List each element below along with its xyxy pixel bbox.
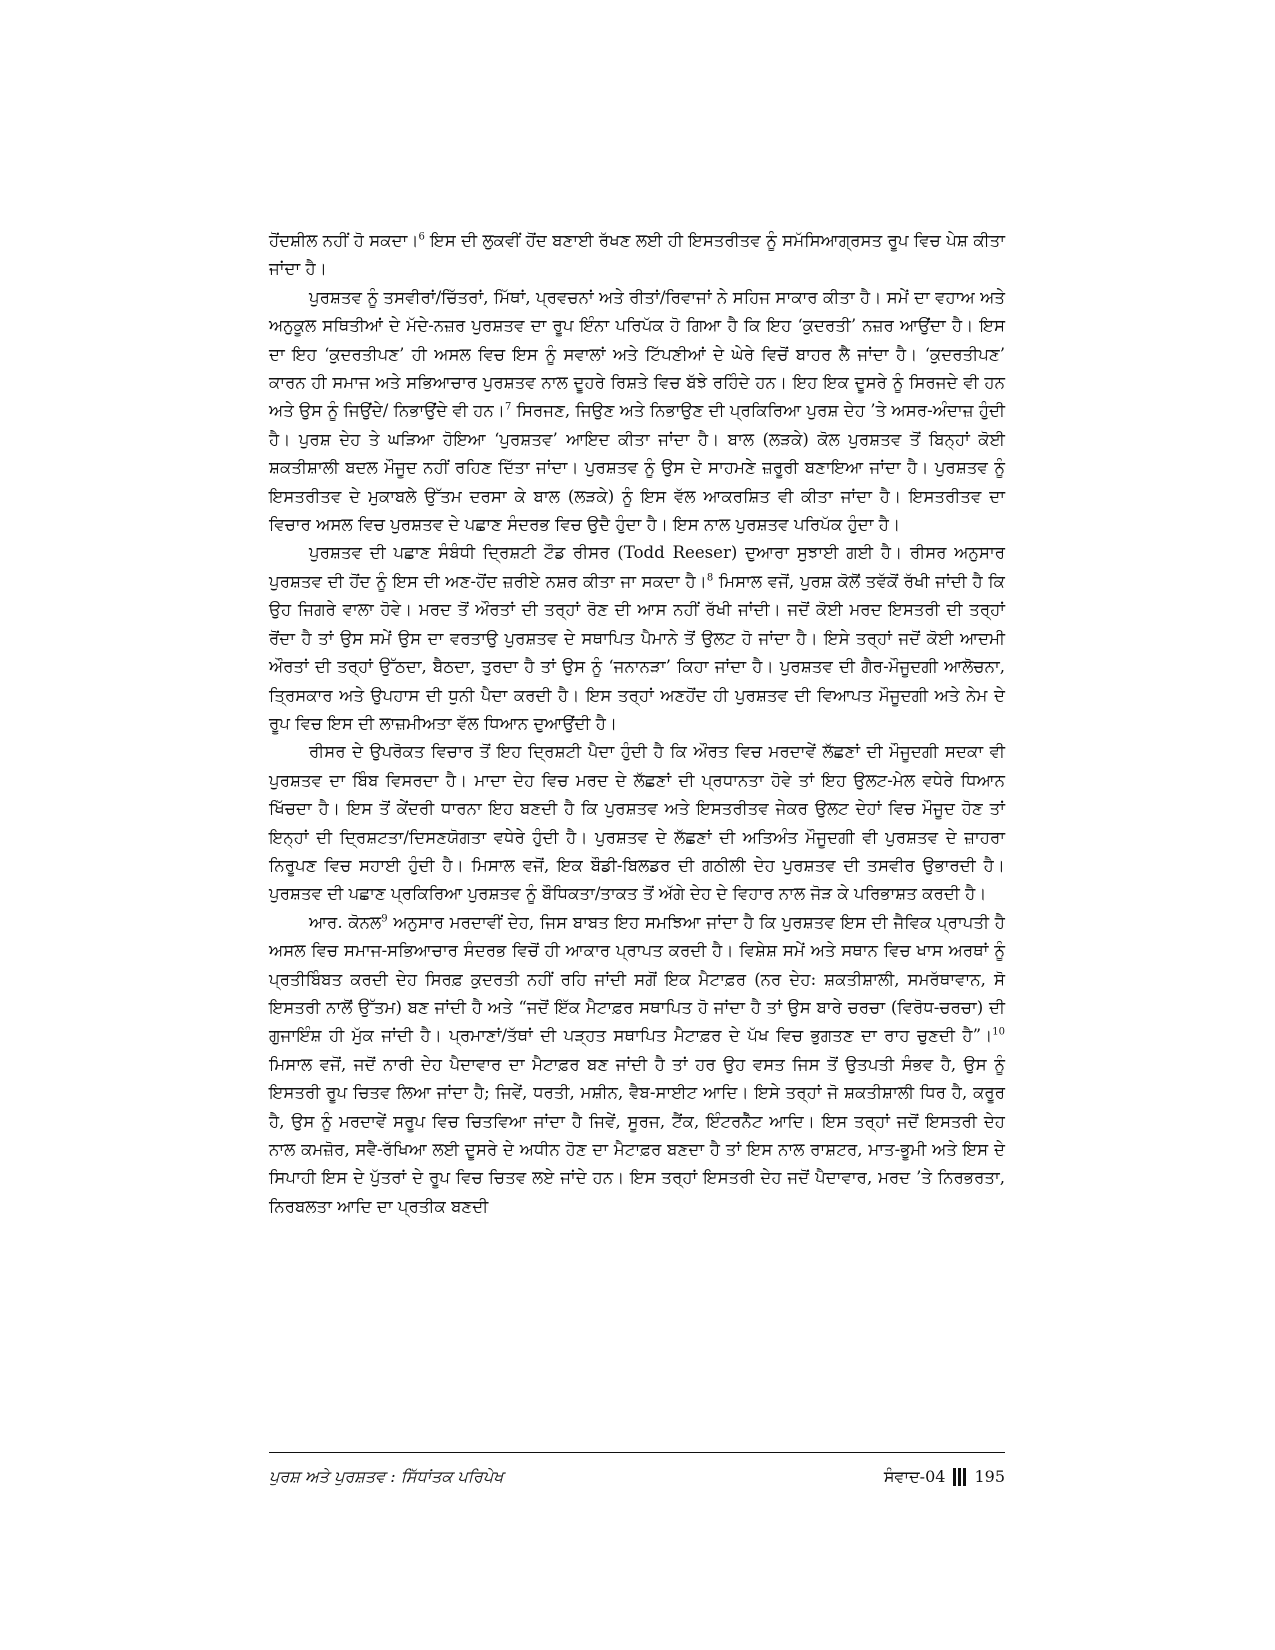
paragraph-4 xyxy=(269,738,1005,908)
paragraph-2 xyxy=(269,284,1005,540)
journal-name: ਸੰਵਾਦ-04 xyxy=(883,1467,946,1486)
footer-right xyxy=(884,1462,1005,1492)
footnote-ref-8: 8 xyxy=(706,572,714,584)
running-title: ਪੁਰਸ਼ ਅਤੇ ਪੁਰਸ਼ਤਵ : ਸਿੱਧਾਂਤਕ ਪਰਿਪੇਖ xyxy=(269,1467,504,1486)
footnote-ref-7: 7 xyxy=(504,401,512,413)
footer-rule xyxy=(269,1452,1005,1453)
paragraph-5-text: ਆਰ. ਕੋਨਲ xyxy=(309,912,382,932)
page-footer xyxy=(269,1462,1005,1492)
page-number: 195 xyxy=(974,1467,1005,1486)
paragraph-2-text: ਪੁਰਸ਼ਤਵ ਨੂੰ ਤਸਵੀਰਾਂ/ਚਿੱਤਰਾਂ, ਮਿੱਥਾਂ, ਪ੍ਰਵਚਨਾਂ ਅਤੇ ਰੀਤਾਂ/ਰਿਵਾਜਾਂ ਨੇ ਸਹਿਜ ਸਾਕਾਰ ਕੀਤਾ ਹੈ। ਸਮੇਂ ਦਾ ਵਹਾਅ ਅਤੇ ਅਨੁਕੂਲ ਸਥਿਤੀਆਂ ਦੇ ਮੱਦੇ-ਨਜ਼ਰ ਪੁਰਸ਼ਤਵ ਦਾ ਰੂਪ ਇੰਨਾ ਪਰਿਪੱਕ ਹੋ ਗਿਆ ਹੈ ਕਿ ਇਹ ‘ਕੁਦਰਤੀ’ ਨਜ਼ਰ ਆਉਂਦਾ ਹੈ। ਇਸ ਦਾ ਇਹ ‘ਕੁਦਰਤੀਪਣ’ ਹੀ ਅਸਲ ਵਿਚ ਇਸ ਨੂੰ ਸਵਾਲਾਂ ਅਤੇ ਟਿੱਪਣੀਆਂ ਦੇ ਘੇਰੇ ਵਿਚੋਂ ਬਾਹਰ ਲੈ ਜਾਂਦਾ ਹੈ। ‘ਕੁਦਰਤੀਪਣ’ ਕਾਰਨ ਹੀ ਸਮਾਜ ਅਤੇ ਸਭਿਆਚਾਰ ਪੁਰਸ਼ਤਵ ਨਾਲ ਦੂਹਰੇ ਰਿਸ਼ਤੇ ਵਿਚ ਬੱਝੇ ਰਹਿੰਦੇ ਹਨ। ਇਹ ਇਕ ਦੂਸਰੇ ਨੂੰ ਸਿਰਜਦੇ ਵੀ ਹਨ ਅਤੇ ਉਸ ਨੂੰ ਜਿਉਂਦੇ/ ਨਿਭਾਉਂਦੇ ਵੀ ਹਨ। xyxy=(269,287,1005,421)
paragraph-1-text-cont: ਇਸ ਦੀ ਲੁਕਵੀਂ ਹੋਂਦ ਬਣਾਈ ਰੱਖਣ ਲਈ ਹੀ ਇਸਤਰੀਤਵ ਨੂੰ ਸਮੱਸਿਆਗ੍ਰਸਤ ਰੂਪ ਵਿਚ ਪੇਸ਼ ਕੀਤਾ ਜਾਂਦਾ ਹੈ। xyxy=(269,231,1005,279)
footnote-ref-10: 10 xyxy=(992,1026,1005,1038)
paragraph-3-text-cont: ਮਿਸਾਲ ਵਜੋਂ, ਪੁਰਸ਼ ਕੋਲੋਂ ਤਵੱਕੋਂ ਰੱਖੀ ਜਾਂਦੀ ਹੈ ਕਿ ਉਹ ਜਿਗਰੇ ਵਾਲਾ ਹੋਵੇ। ਮਰਦ ਤੋਂ ਔਰਤਾਂ ਦੀ ਤਰ੍ਹਾਂ ਰੋਣ ਦੀ ਆਸ ਨਹੀਂ ਰੱਖੀ ਜਾਂਦੀ। ਜਦੋਂ ਕੋਈ ਮਰਦ ਇਸਤਰੀ ਦੀ ਤਰ੍ਹਾਂ ਰੋਂਦਾ ਹੈ ਤਾਂ ਉਸ ਸਮੇਂ ਉਸ ਦਾ ਵਰਤਾਉ ਪੁਰਸ਼ਤਵ ਦੇ ਸਥਾਪਿਤ ਪੈਮਾਨੇ ਤੋਂ ਉਲਟ ਹੋ ਜਾਂਦਾ ਹੈ। ਇਸੇ ਤਰ੍ਹਾਂ ਜਦੋਂ ਕੋਈ ਆਦਮੀ ਔਰਤਾਂ ਦੀ ਤਰ੍ਹਾਂ ਉੱਠਦਾ, ਬੈਠਦਾ, ਤੁਰਦਾ ਹੈ ਤਾਂ ਉਸ ਨੂੰ ‘ਜਨਾਨੜਾ’ ਕਿਹਾ ਜਾਂਦਾ ਹੈ। ਪੁਰਸ਼ਤਵ ਦੀ ਗੈਰ-ਮੌਜੂਦਗੀ ਆਲੋਚਨਾ, ਤ੍ਰਿਸਕਾਰ ਅਤੇ ਉਪਹਾਸ ਦੀ ਧੁਨੀ ਪੈਦਾ ਕਰਦੀ ਹੈ। ਇਸ ਤਰ੍ਹਾਂ ਅਣਹੋਂਦ ਹੀ ਪੁਰਸ਼ਤਵ ਦੀ ਵਿਆਪਤ ਮੌਜੂਦਗੀ ਅਤੇ ਨੇਮ ਦੇ ਰੂਪ ਵਿਚ ਇਸ ਦੀ ਲਾਜ਼ਮੀਅਤਾ ਵੱਲ ਧਿਆਨ ਦੁਆਉਂਦੀ ਹੈ। xyxy=(269,571,1006,733)
paragraph-5-text-cont-2: ਮਿਸਾਲ ਵਜੋਂ, ਜਦੋਂ ਨਾਰੀ ਦੇਹ ਪੈਦਾਵਾਰ ਦਾ ਮੈਟਾਫ਼ਰ ਬਣ ਜਾਂਦੀ ਹੈ ਤਾਂ ਹਰ ਉਹ ਵਸਤ ਜਿਸ ਤੋਂ ਉਤਪਤੀ ਸੰਭਵ ਹੈ, ਉਸ ਨੂੰ ਇਸਤਰੀ ਰੂਪ ਚਿਤਵ ਲਿਆ ਜਾਂਦਾ ਹੈ; ਜਿਵੇਂ, ਧਰਤੀ, ਮਸ਼ੀਨ, ਵੈਬ-ਸਾਈਟ ਆਦਿ। ਇਸੇ ਤਰ੍ਹਾਂ ਜੋ ਸ਼ਕਤੀਸ਼ਾਲੀ ਧਿਰ ਹੈ, ਕਰੂਰ ਹੈ, ਉਸ ਨੂੰ ਮਰਦਾਵੇਂ ਸਰੂਪ ਵਿਚ ਚਿਤਵਿਆ ਜਾਂਦਾ ਹੈ ਜਿਵੇਂ, ਸੂਰਜ, ਟੈਂਕ, ਇੰਟਰਨੈੱਟ ਆਦਿ। ਇਸ ਤਰ੍ਹਾਂ ਜਦੋਂ ਇਸਤਰੀ ਦੇਹ ਨਾਲ ਕਮਜ਼ੋਰ, ਸਵੈ-ਰੱਖਿਆ ਲਈ ਦੂਸਰੇ ਦੇ ਅਧੀਨ ਹੋਣ ਦਾ ਮੈਟਾਫ਼ਰ ਬਣਦਾ ਹੈ ਤਾਂ ਇਸ ਨਾਲ ਰਾਸ਼ਟਰ, ਮਾਤ-ਭੂਮੀ ਅਤੇ ਇਸ ਦੇ ਸਿਪਾਹੀ ਇਸ ਦੇ ਪੁੱਤਰਾਂ ਦੇ ਰੂਪ ਵਿਚ ਚਿਤਵ ਲਏ ਜਾਂਦੇ ਹਨ। ਇਸ ਤਰ੍ਹਾਂ ਇਸਤਰੀ ਦੇਹ ਜਦੋਂ ਪੈਦਾਵਾਰ, ਮਰਦ ’ਤੇ ਨਿਰਭਰਤਾ, ਨਿਰਬਲਤਾ ਆਦਿ ਦਾ ਪ੍ਰਤੀਕ ਬਣਦੀ xyxy=(269,1054,1005,1216)
paragraph-5-text-cont: ਅਨੁਸਾਰ ਮਰਦਾਵੀਂ ਦੇਹ, ਜਿਸ ਬਾਬਤ ਇਹ ਸਮਝਿਆ ਜਾਂਦਾ ਹੈ ਕਿ ਪੁਰਸ਼ਤਵ ਇਸ ਦੀ ਜੈਵਿਕ ਪ੍ਰਾਪਤੀ ਹੈ ਅਸਲ ਵਿਚ ਸਮਾਜ-ਸਭਿਆਚਾਰ ਸੰਦਰਭ ਵਿਚੋਂ ਹੀ ਆਕਾਰ ਪ੍ਰਾਪਤ ਕਰਦੀ ਹੈ। ਵਿਸ਼ੇਸ਼ ਸਮੇਂ ਅਤੇ ਸਥਾਨ ਵਿਚ ਖਾਸ ਅਰਥਾਂ ਨੂੰ ਪ੍ਰਤੀਬਿੰਬਤ ਕਰਦੀ ਦੇਹ ਸਿਰਫ਼ ਕੁਦਰਤੀ ਨਹੀਂ ਰਹਿ ਜਾਂਦੀ ਸਗੋਂ ਇਕ ਮੈਟਾਫ਼ਰ (ਨਰ ਦੇਹ: ਸ਼ਕਤੀਸ਼ਾਲੀ, ਸਮਰੱਥਾਵਾਨ, ਸੋ ਇਸਤਰੀ ਨਾਲੋਂ ਉੱਤਮ) ਬਣ ਜਾਂਦੀ ਹੈ ਅਤੇ “ਜਦੋਂ ਇੱਕ ਮੈਟਾਫ਼ਰ ਸਥਾਪਿਤ ਹੋ ਜਾਂਦਾ ਹੈ ਤਾਂ ਉਸ ਬਾਰੇ ਚਰਚਾ (ਵਿਰੋਧ-ਚਰਚਾ) ਦੀ ਗੁਜਾਇੰਸ਼ ਹੀ ਮੁੱਕ ਜਾਂਦੀ ਹੈ। ਪ੍ਰਮਾਣਾਂ/ਤੱਥਾਂ ਦੀ ਪੜ੍ਹਤ ਸਥਾਪਿਤ ਮੈਟਾਫ਼ਰ ਦੇ ਪੱਖ ਵਿਚ ਭੁਗਤਣ ਦਾ ਰਾਹ ਚੁਣਦੀ ਹੈ”। xyxy=(269,912,1006,1046)
paragraph-3 xyxy=(269,539,1005,738)
paragraph-1 xyxy=(269,227,1005,284)
paragraph-1-text: ਹੋਂਦਸ਼ੀਲ ਨਹੀਂ ਹੋ ਸਕਦਾ। xyxy=(269,231,419,250)
bars-icon xyxy=(953,1467,966,1487)
paragraph-5 xyxy=(269,909,1005,1221)
footnote-ref-6: 6 xyxy=(418,231,425,243)
body-text xyxy=(269,227,1005,1221)
paragraph-3-text: ਪੁਰਸ਼ਤਵ ਦੀ ਪਛਾਣ ਸੰਬੰਧੀ ਦ੍ਰਿਸ਼ਟੀ ਟੌਡ ਰੀਸਰ (Todd Reeser) ਦੁਆਰਾ ਸੁਝਾਈ ਗਈ ਹੈ। ਰੀਸਰ ਅਨੁਸਾਰ ਪੁਰਸ਼ਤਵ ਦੀ ਹੋਂਦ ਨੂੰ ਇਸ ਦੀ ਅਣ-ਹੋਂਦ ਜ਼ਰੀਏ ਨਸ਼ਰ ਕੀਤਾ ਜਾ ਸਕਦਾ ਹੈ। xyxy=(269,543,1005,591)
paragraph-4-text: ਰੀਸਰ ਦੇ ਉਪਰੋਕਤ ਵਿਚਾਰ ਤੋਂ ਇਹ ਦ੍ਰਿਸ਼ਟੀ ਪੈਦਾ ਹੁੰਦੀ ਹੈ ਕਿ ਔਰਤ ਵਿਚ ਮਰਦਾਵੇਂ ਲੱਛਣਾਂ ਦੀ ਮੌਜੂਦਗੀ ਸਦਕਾ ਵੀ ਪੁਰਸ਼ਤਵ ਦਾ ਬਿੰਬ ਵਿਸਰਦਾ ਹੈ। ਮਾਦਾ ਦੇਹ ਵਿਚ ਮਰਦ ਦੇ ਲੱਛਣਾਂ ਦੀ ਪ੍ਰਧਾਨਤਾ ਹੋਵੇ ਤਾਂ ਇਹ ਉਲਟ-ਮੇਲ ਵਧੇਰੇ ਧਿਆਨ ਖਿੱਚਦਾ ਹੈ। ਇਸ ਤੋਂ ਕੇਂਦਰੀ ਧਾਰਨਾ ਇਹ ਬਣਦੀ ਹੈ ਕਿ ਪੁਰਸ਼ਤਵ ਅਤੇ ਇਸਤਰੀਤਵ ਜੇਕਰ ਉਲਟ ਦੇਹਾਂ ਵਿਚ ਮੌਜੂਦ ਹੋਣ ਤਾਂ ਇਨ੍ਹਾਂ ਦੀ ਦ੍ਰਿਸ਼ਟਤਾ/ਦਿਸਣਯੋਗਤਾ ਵਧੇਰੇ ਹੁੰਦੀ ਹੈ। ਪੁਰਸ਼ਤਵ ਦੇ ਲੱਛਣਾਂ ਦੀ ਅਤਿਅੰਤ ਮੌਜੂਦਗੀ ਵੀ ਪੁਰਸ਼ਤਵ ਦੇ ਜ਼ਾਹਰਾ ਨਿਰੂਪਣ ਵਿਚ ਸਹਾਈ ਹੁੰਦੀ ਹੈ। ਮਿਸਾਲ ਵਜੋਂ, ਇਕ ਬੌਡੀ-ਬਿਲਡਰ ਦੀ ਗਠੀਲੀ ਦੇਹ ਪੁਰਸ਼ਤਵ ਦੀ ਤਸਵੀਰ ਉਭਾਰਦੀ ਹੈ। ਪੁਰਸ਼ਤਵ ਦੀ ਪਛਾਣ ਪ੍ਰਕਿਰਿਆ ਪੁਰਸ਼ਤਵ ਨੂੰ ਬੌਧਿਕਤਾ/ਤਾਕਤ ਤੋਂ ਅੱਗੇ ਦੇਹ ਦੇ ਵਿਹਾਰ ਨਾਲ ਜੋੜ ਕੇ ਪਰਿਭਾਸ਼ਤ ਕਰਦੀ ਹੈ। xyxy=(269,742,1005,904)
paragraph-2-text-cont: ਸਿਰਜਣ, ਜਿਉਣ ਅਤੇ ਨਿਭਾਉਣ ਦੀ ਪ੍ਰਕਿਰਿਆ ਪੁਰਸ਼ ਦੇਹ ’ਤੇ ਅਸਰ-ਅੰਦਾਜ਼ ਹੁੰਦੀ ਹੈ। ਪੁਰਸ਼ ਦੇਹ ਤੇ ਘੜਿਆ ਹੋਇਆ ‘ਪੁਰਸ਼ਤਵ’ ਆਇਦ ਕੀਤਾ ਜਾਂਦਾ ਹੈ। ਬਾਲ (ਲੜਕੇ) ਕੋਲ ਪੁਰਸ਼ਤਵ ਤੋਂ ਬਿਨ੍ਹਾਂ ਕੋਈ ਸ਼ਕਤੀਸ਼ਾਲੀ ਬਦਲ ਮੌਜੂਦ ਨਹੀਂ ਰਹਿਣ ਦਿੱਤਾ ਜਾਂਦਾ। ਪੁਰਸ਼ਤਵ ਨੂੰ ਉਸ ਦੇ ਸਾਹਮਣੇ ਜ਼ਰੂਰੀ ਬਣਾਇਆ ਜਾਂਦਾ ਹੈ। ਪੁਰਸ਼ਤਵ ਨੂੰ ਇਸਤਰੀਤਵ ਦੇ ਮੁਕਾਬਲੇ ਉੱਤਮ ਦਰਸਾ ਕੇ ਬਾਲ (ਲੜਕੇ) ਨੂੰ ਇਸ ਵੱਲ ਆਕਰਸ਼ਿਤ ਵੀ ਕੀਤਾ ਜਾਂਦਾ ਹੈ। ਇਸਤਰੀਤਵ ਦਾ ਵਿਚਾਰ ਅਸਲ ਵਿਚ ਪੁਰਸ਼ਤਵ ਦੇ ਪਛਾਣ ਸੰਦਰਭ ਵਿਚ ਉਦੈ ਹੁੰਦਾ ਹੈ। ਇਸ ਨਾਲ ਪੁਰਸ਼ਤਵ ਪਰਿਪੱਕ ਹੁੰਦਾ ਹੈ। xyxy=(269,401,1005,535)
footnote-ref-9: 9 xyxy=(381,913,388,925)
